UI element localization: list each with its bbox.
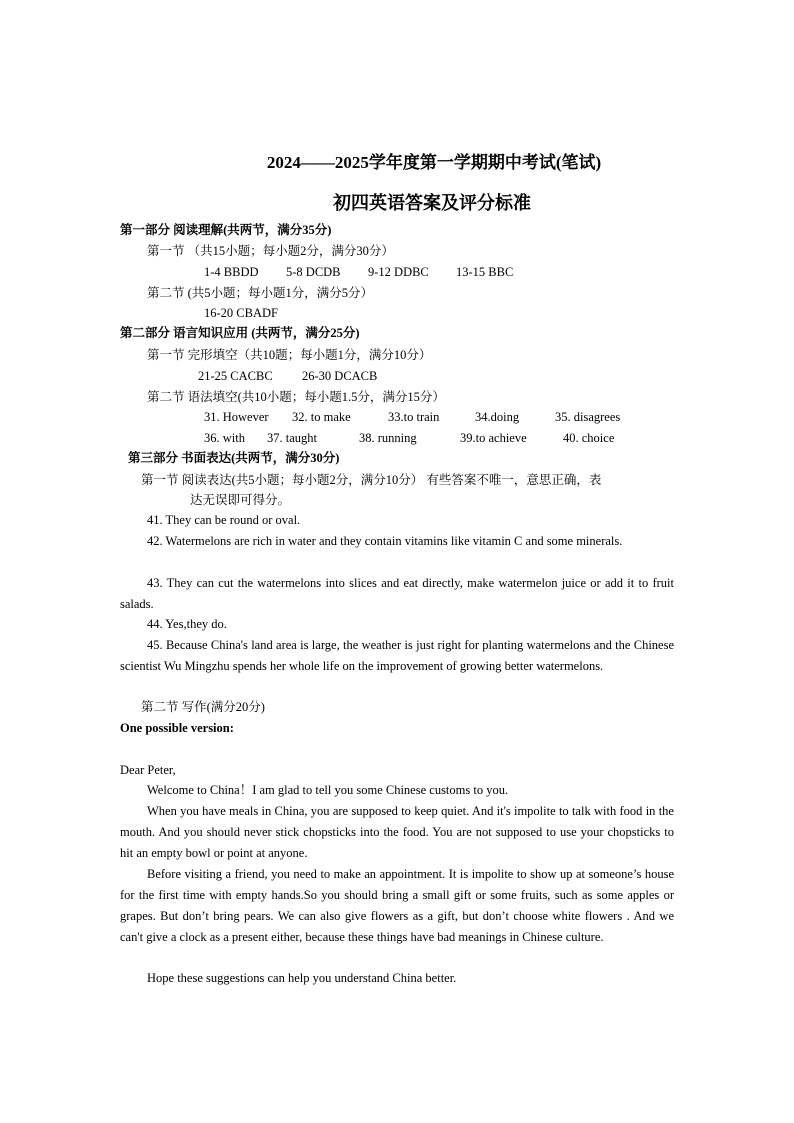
letter-paragraph: Hope these suggestions can help you understand China better. xyxy=(147,971,457,985)
answer-43: 43. They can cut the watermelons into slices and eat directly, make watermelon juice or add it to fruit salads. xyxy=(120,576,674,611)
part3-section1-heading-cont: 达无误即可得分。 xyxy=(190,493,291,507)
answer-42: 42. Watermelons are rich in water and they contain vitamins like vitamin C and some minerals. xyxy=(147,534,623,548)
part2-heading: 第二部分 语言知识应用 (共两节，满分25分) xyxy=(120,326,360,340)
letter-paragraph: Welcome to China！I am glad to tell you some Chinese customs to you. xyxy=(147,783,509,797)
part1-section2-heading: 第二节 (共5小题；每小题1分，满分5分） xyxy=(147,286,374,300)
exam-title: 2024——2025学年度第一学期期中考试(笔试) xyxy=(266,153,602,172)
answer-item: 9-12 DDBC xyxy=(368,265,429,279)
answer-item: 1-4 BBDD xyxy=(204,265,259,279)
letter-greeting: Dear Peter, xyxy=(120,763,176,777)
answer-item: 13-15 BBC xyxy=(456,265,514,279)
answer-item: 35. disagrees xyxy=(555,410,621,424)
letter-paragraph: When you have meals in China, you are supposed to keep quiet. And it's impolite to talk with food in the mouth. And you should never stick chopsticks into the food. You are not supposed to use your chopsticks to hit an empty bowl or point at anyone. xyxy=(120,804,674,860)
answer-item: 16-20 CBADF xyxy=(204,306,278,320)
answer-item: 21-25 CACBC xyxy=(198,369,273,383)
part2-section1-heading: 第一节 完形填空（共10题；每小题1分，满分10分） xyxy=(147,348,432,362)
answer-41: 41. They can be round or oval. xyxy=(147,513,301,527)
answer-key-title: 初四英语答案及评分标准 xyxy=(333,193,531,213)
answer-item: 36. with xyxy=(204,431,245,445)
answer-item: 31. However xyxy=(204,410,269,424)
letter-paragraph: Before visiting a friend, you need to make an appointment. It is impolite to show up at someone’s house for the first time with empty hands.So you should bring a small gift or some fruits, such as some apples or grapes. But don’t bring pears. We can also give flowers as a gift, but don’t choose white flowers . And we can't give a clock as a present either, because these things have bad meanings in Chinese culture. xyxy=(120,867,674,944)
answer-item: 34.doing xyxy=(475,410,520,424)
answer-item: 40. choice xyxy=(563,431,615,445)
part1-heading: 第一部分 阅读理解(共两节，满分35分) xyxy=(120,223,332,237)
part3-section2-heading: 第二节 写作(满分20分) xyxy=(141,700,265,714)
answer-item: 38. running xyxy=(359,431,417,445)
answer-item: 32. to make xyxy=(292,410,351,424)
answer-44: 44. Yes,they do. xyxy=(147,617,227,631)
part1-section1-heading: 第一节 （共15小题；每小题2分，满分30分） xyxy=(147,244,394,258)
part3-section1-heading: 第一节 阅读表达(共5小题；每小题2分，满分10分） 有些答案不唯一，意思正确，表 xyxy=(141,473,602,487)
answer-item: 26-30 DCACB xyxy=(302,369,378,383)
part3-heading: 第三部分 书面表达(共两节，满分30分) xyxy=(128,451,340,465)
answer-item: 39.to achieve xyxy=(460,431,527,445)
answer-item: 33.to train xyxy=(388,410,440,424)
answer-item: 5-8 DCDB xyxy=(286,265,341,279)
answer-item: 37. taught xyxy=(267,431,317,445)
answer-45: 45. Because China's land area is large, the weather is just right for planting watermelons and the Chinese scientist Wu Mingzhu spends her whole life on the improvement of growing better watermelons. xyxy=(120,638,674,673)
part2-section2-heading: 第二节 语法填空(共10小题；每小题1.5分，满分15分） xyxy=(147,390,445,404)
version-label: One possible version: xyxy=(120,721,234,735)
